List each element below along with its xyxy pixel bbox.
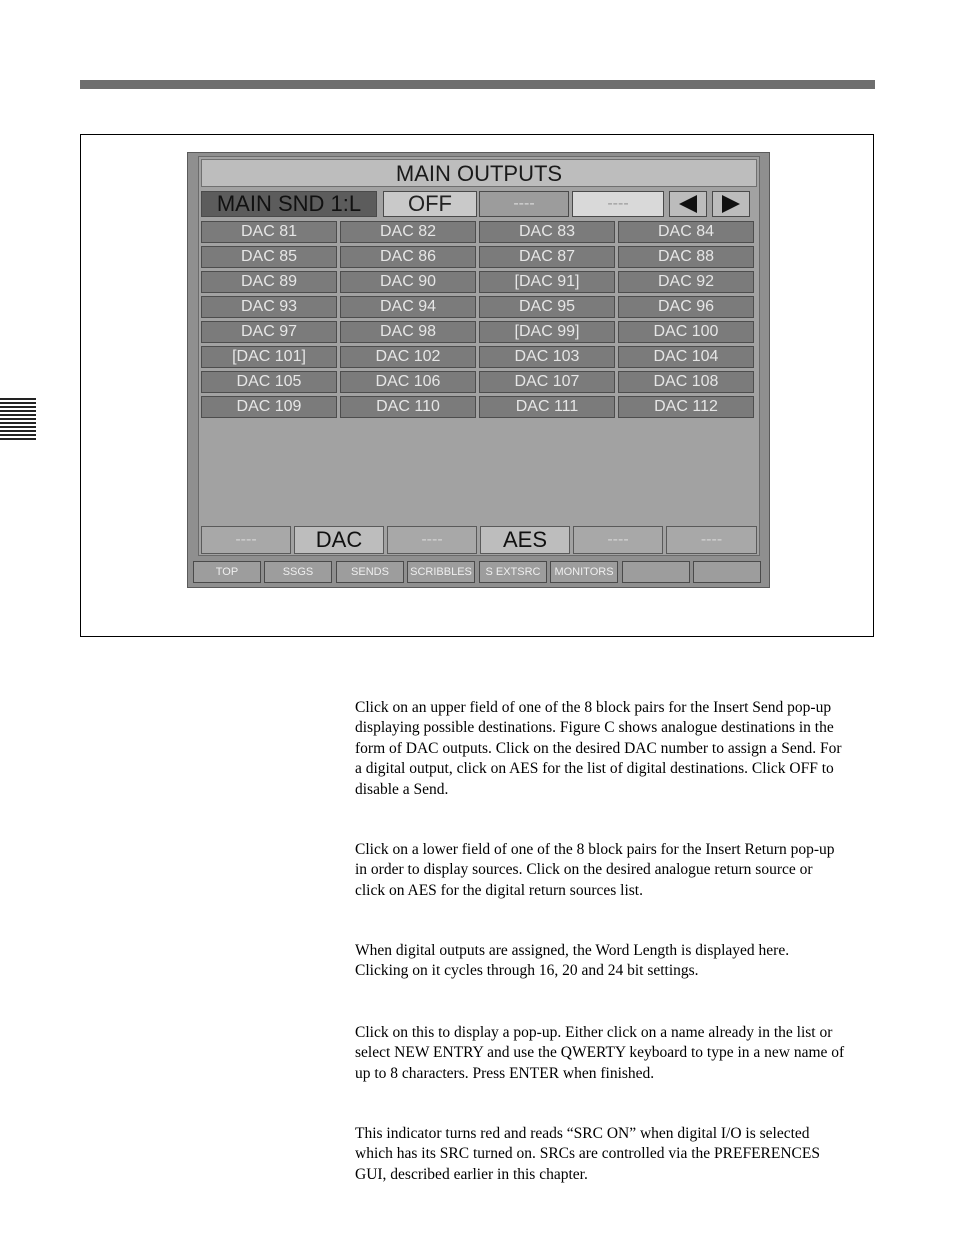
nav-blank-button-2[interactable]: [693, 561, 761, 583]
dac-button[interactable]: DAC 94: [340, 296, 476, 318]
paragraph-insert-return: Click on a lower field of one of the 8 block pairs for the Insert Return pop-up in order to display sources. Click on the desired analogue return source or click on AES for the digital return sources list.: [355, 841, 835, 899]
nav-scribbles-button[interactable]: SCRIBBLES: [407, 561, 475, 583]
window-title: MAIN OUTPUTS: [201, 159, 757, 187]
type-slot-1[interactable]: ----: [201, 526, 291, 554]
dac-button[interactable]: DAC 90: [340, 271, 476, 293]
source-type-row: [201, 526, 757, 554]
nav-sends-button[interactable]: SENDS: [336, 561, 404, 583]
dac-button[interactable]: DAC 86: [340, 246, 476, 268]
type-slot-3[interactable]: ----: [387, 526, 477, 554]
nav-top-button[interactable]: TOP: [193, 561, 261, 583]
off-button[interactable]: OFF: [383, 191, 477, 217]
word-length-field[interactable]: ----: [479, 191, 569, 217]
main-outputs-window: [187, 152, 770, 588]
next-page-button[interactable]: [712, 191, 750, 217]
src-indicator-field[interactable]: ----: [572, 191, 664, 217]
dac-button[interactable]: DAC 87: [479, 246, 615, 268]
dac-button[interactable]: DAC 85: [201, 246, 337, 268]
main-outputs-panel: [198, 156, 760, 556]
dac-button[interactable]: [DAC 99]: [479, 321, 615, 343]
dac-button[interactable]: DAC 95: [479, 296, 615, 318]
dac-button[interactable]: DAC 109: [201, 396, 337, 418]
dac-button[interactable]: DAC 84: [618, 221, 754, 243]
type-slot-6[interactable]: ----: [666, 526, 757, 554]
header-rule: [80, 80, 875, 89]
dac-button[interactable]: DAC 110: [340, 396, 476, 418]
dac-button[interactable]: DAC 111: [479, 396, 615, 418]
prev-page-button[interactable]: [669, 191, 707, 217]
paragraph-src-indicator: This indicator turns red and reads “SRC ON” when digital I/O is selected which has its SRC turned on. SRCs are controlled via the PREFERENCES GUI, described earlier in this chapter.: [355, 1125, 820, 1183]
dac-grid: [201, 221, 757, 418]
nav-blank-button-1[interactable]: [622, 561, 690, 583]
dac-button[interactable]: DAC 106: [340, 371, 476, 393]
dac-button[interactable]: DAC 92: [618, 271, 754, 293]
paragraph-name-popup: Click on this to display a pop-up. Either click on a name already in the list or select NEW ENTRY and use the QWERTY keyboard to type in a new name of up to 8 characters. Press ENTER when finished.: [355, 1024, 845, 1082]
paragraph-word-length: When digital outputs are assigned, the Word Length is displayed here. Clicking on it cycles through 16, 20 and 24 bit settings.: [355, 942, 790, 980]
dac-button[interactable]: DAC 105: [201, 371, 337, 393]
dac-button[interactable]: DAC 103: [479, 346, 615, 368]
dac-button[interactable]: DAC 102: [340, 346, 476, 368]
dac-button[interactable]: DAC 97: [201, 321, 337, 343]
nav-monitors-button[interactable]: MONITORS: [550, 561, 618, 583]
arrow-left-icon: [679, 195, 697, 213]
dac-type-button[interactable]: DAC: [294, 526, 384, 554]
dac-button[interactable]: DAC 81: [201, 221, 337, 243]
paragraph-insert-send: Click on an upper field of one of the 8 block pairs for the Insert Send pop-up displaying possible destinations. Figure C shows analogue destinations in the form of DAC outputs. Click on the desired DAC number to assign a Send. For a digital output, click on AES for the list of digital destinations. Click OFF to disable a Send.: [355, 699, 842, 798]
dac-button[interactable]: DAC 83: [479, 221, 615, 243]
dac-button[interactable]: DAC 96: [618, 296, 754, 318]
chapter-tab-marker: [0, 398, 36, 444]
dac-button[interactable]: DAC 82: [340, 221, 476, 243]
nav-ssgs-button[interactable]: SSGS: [264, 561, 332, 583]
dac-button[interactable]: DAC 89: [201, 271, 337, 293]
dac-button[interactable]: [DAC 101]: [201, 346, 337, 368]
nav-extsrc-button[interactable]: S EXTSRC: [479, 561, 547, 583]
dac-button[interactable]: DAC 108: [618, 371, 754, 393]
dac-button[interactable]: DAC 100: [618, 321, 754, 343]
arrow-right-icon: [722, 195, 740, 213]
dac-button[interactable]: DAC 88: [618, 246, 754, 268]
dac-button[interactable]: DAC 93: [201, 296, 337, 318]
channel-label[interactable]: MAIN SND 1:L: [201, 191, 377, 217]
bottom-nav: [193, 561, 763, 585]
dac-button[interactable]: [DAC 91]: [479, 271, 615, 293]
dac-button[interactable]: DAC 107: [479, 371, 615, 393]
type-slot-5[interactable]: ----: [573, 526, 663, 554]
dac-button[interactable]: DAC 104: [618, 346, 754, 368]
dac-button[interactable]: DAC 98: [340, 321, 476, 343]
aes-type-button[interactable]: AES: [480, 526, 570, 554]
dac-button[interactable]: DAC 112: [618, 396, 754, 418]
